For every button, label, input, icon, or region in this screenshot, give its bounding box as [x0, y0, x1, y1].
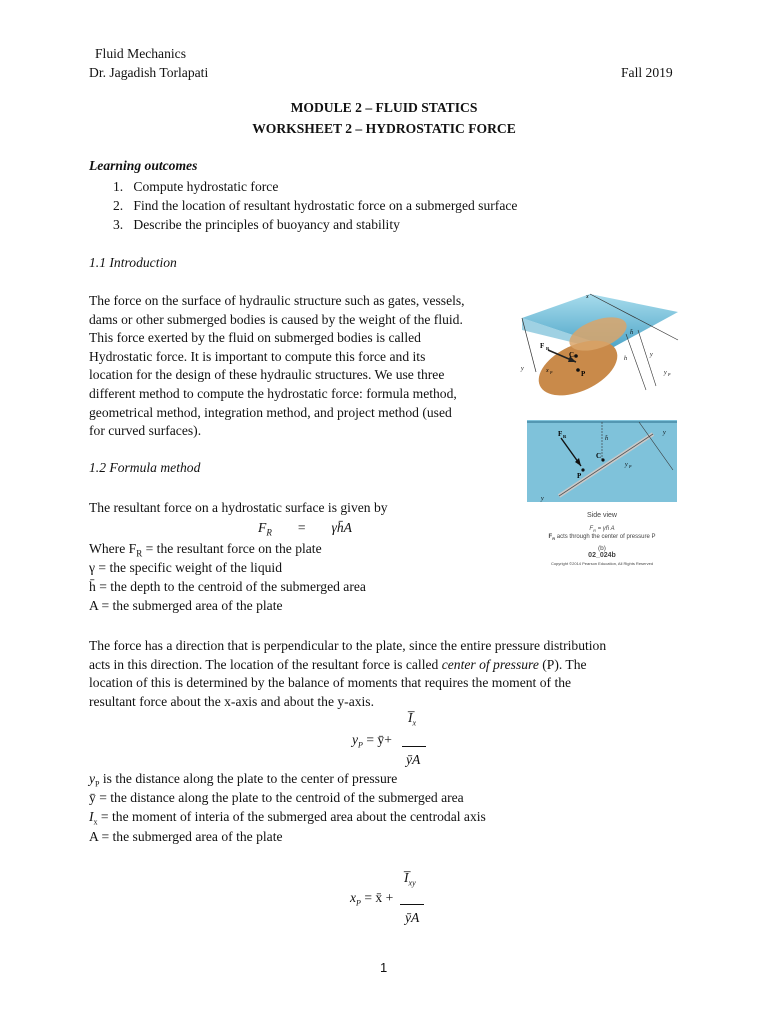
- label-xP-sub: P: [550, 370, 553, 375]
- yp-equation: [352, 708, 432, 768]
- header-term: Fall 2019: [621, 65, 673, 80]
- header-course: Fluid Mechanics: [95, 46, 186, 61]
- dim-line: [638, 330, 656, 386]
- label-yP-sub: P: [629, 464, 632, 469]
- def-Ix: $I_x$ = the moment of interia of the submerged area about the centrodal axis: [89, 809, 486, 827]
- label-C: C: [596, 452, 602, 460]
- label-y: y: [521, 366, 524, 372]
- label-F: F: [540, 342, 545, 350]
- caption-id: 02_024b: [588, 552, 616, 560]
- label-F-sub: R: [563, 434, 567, 439]
- label-hbar: h̄: [630, 330, 633, 336]
- text-line: acts in this direction. The location of the resultant force is called center of pressure (P). The: [89, 656, 587, 672]
- side-view-illustration: [527, 420, 677, 502]
- def-ybar: ȳ = the distance along the plate to the centroid of the submerged area: [89, 790, 464, 805]
- intro-paragraph: [89, 292, 465, 441]
- outcome-item: 2. Find the location of resultant hydrostatic force on a submerged surface: [113, 198, 518, 213]
- text-line: This force exerted by the fluid on submerged bodies is called: [89, 330, 421, 346]
- outcomes-list: [113, 177, 517, 234]
- def-FR: Where $F_R$ = the resultant force on the plate: [89, 541, 322, 559]
- caption-b: (b): [598, 544, 606, 552]
- xp-denominator: ȳA: [405, 910, 420, 925]
- yp-lhs: $y_P$ = ȳ+: [352, 732, 392, 750]
- label-y-axis: y: [541, 496, 544, 502]
- xp-lhs: $x_P$ = x̄ +: [350, 890, 394, 908]
- figure-side-view: [527, 420, 677, 585]
- xp-numerator: $I̅_{xy}$: [404, 870, 416, 888]
- def-yP: $y_P$ is the distance along the plate to the center of pressure: [89, 771, 398, 789]
- text-line: different method to compute the hydrostatic force: formula method,: [89, 385, 457, 401]
- centroid-point: [601, 458, 604, 461]
- def-hbar: h̄ = the depth to the centroid of the submerged area: [89, 579, 366, 594]
- label-ybar: y: [650, 352, 653, 358]
- label-yP: y: [664, 370, 667, 376]
- text-line: for curved surfaces).: [89, 423, 202, 439]
- figure-caption: [527, 512, 677, 567]
- label-P: P: [581, 370, 586, 378]
- xp-fraction-bar: [400, 904, 424, 905]
- label-ybar: y: [663, 430, 666, 436]
- formula-heading: 1.2 Formula method: [89, 460, 201, 475]
- yp-denominator: ȳA: [406, 752, 421, 767]
- submerged-plate-illustration: [518, 290, 680, 410]
- dim-line: [626, 334, 646, 390]
- label-P: P: [577, 472, 582, 480]
- outcome-item: 1. Compute hydrostatic force: [113, 179, 279, 194]
- module-title: MODULE 2 – FLUID STATICS: [290, 100, 478, 115]
- outcome-item: 3. Describe the principles of buoyancy and stability: [113, 217, 400, 232]
- yp-fraction-bar: [402, 746, 426, 747]
- pressure-point: [581, 468, 584, 471]
- figure-plate-3d: [518, 290, 680, 410]
- text-line: The force on the surface of hydraulic structure such as gates, vessels,: [89, 293, 465, 308]
- label-x: x: [586, 294, 589, 300]
- text-line: location for the design of these hydraulic structures. We use three: [89, 367, 445, 383]
- caption-eq: $F_R$ = γh̄ A: [589, 526, 615, 534]
- text-line: resultant force about the x-axis and about the y-axis.: [89, 693, 374, 709]
- intro-heading: 1.1 Introduction: [89, 255, 177, 270]
- label-F: F: [558, 430, 563, 438]
- text-line: The force has a direction that is perpendicular to the plate, since the entire pressure distribution: [89, 638, 607, 653]
- text-line: dams or other submerged bodies is caused by the weight of the fluid.: [89, 311, 463, 327]
- caption-copyright: Copyright ©2014 Pearson Education, All Rights Reserved: [550, 561, 654, 567]
- label-hbar: h̄: [605, 436, 608, 442]
- text-line: location of this is determined by the balance of moments that requires the moment of the: [89, 675, 572, 691]
- label-F-sub: R: [546, 346, 550, 351]
- label-yP-sub: P: [668, 372, 671, 377]
- formula-lead: The resultant force on a hydrostatic surface is given by: [89, 500, 388, 515]
- xp-equation: [350, 866, 440, 928]
- worksheet-title: WORKSHEET 2 – HYDROSTATIC FORCE: [252, 121, 516, 136]
- def-A: A = the submerged area of the plate: [89, 598, 283, 613]
- outcomes-heading: Learning outcomes: [89, 158, 198, 173]
- label-xP: x: [546, 368, 549, 374]
- label-h: h: [624, 356, 627, 362]
- caption-line2: $F_R$ acts through the center of pressure P: [548, 533, 656, 542]
- label-C: C: [569, 351, 575, 359]
- def-gamma: γ = the specific weight of the liquid: [89, 560, 282, 575]
- label-yP: y: [625, 462, 628, 468]
- text-line: Hydrostatic force. It is important to compute this force and its: [89, 348, 426, 364]
- page-number: 1: [380, 960, 388, 975]
- text-line: geometrical method, integration method, and project method (used: [89, 404, 452, 420]
- resultant-force-equation: $F_R$ = γh̄A: [258, 520, 352, 538]
- pressure-point: [576, 368, 580, 372]
- yp-numerator: $I̅_x$: [408, 710, 417, 728]
- centroid-point: [574, 354, 578, 358]
- pressure-paragraph: [89, 637, 606, 711]
- header-instructor: Dr. Jagadish Torlapati: [89, 65, 209, 80]
- caption-title: Side view: [587, 512, 617, 519]
- def-A-2: A = the submerged area of the plate: [89, 829, 283, 844]
